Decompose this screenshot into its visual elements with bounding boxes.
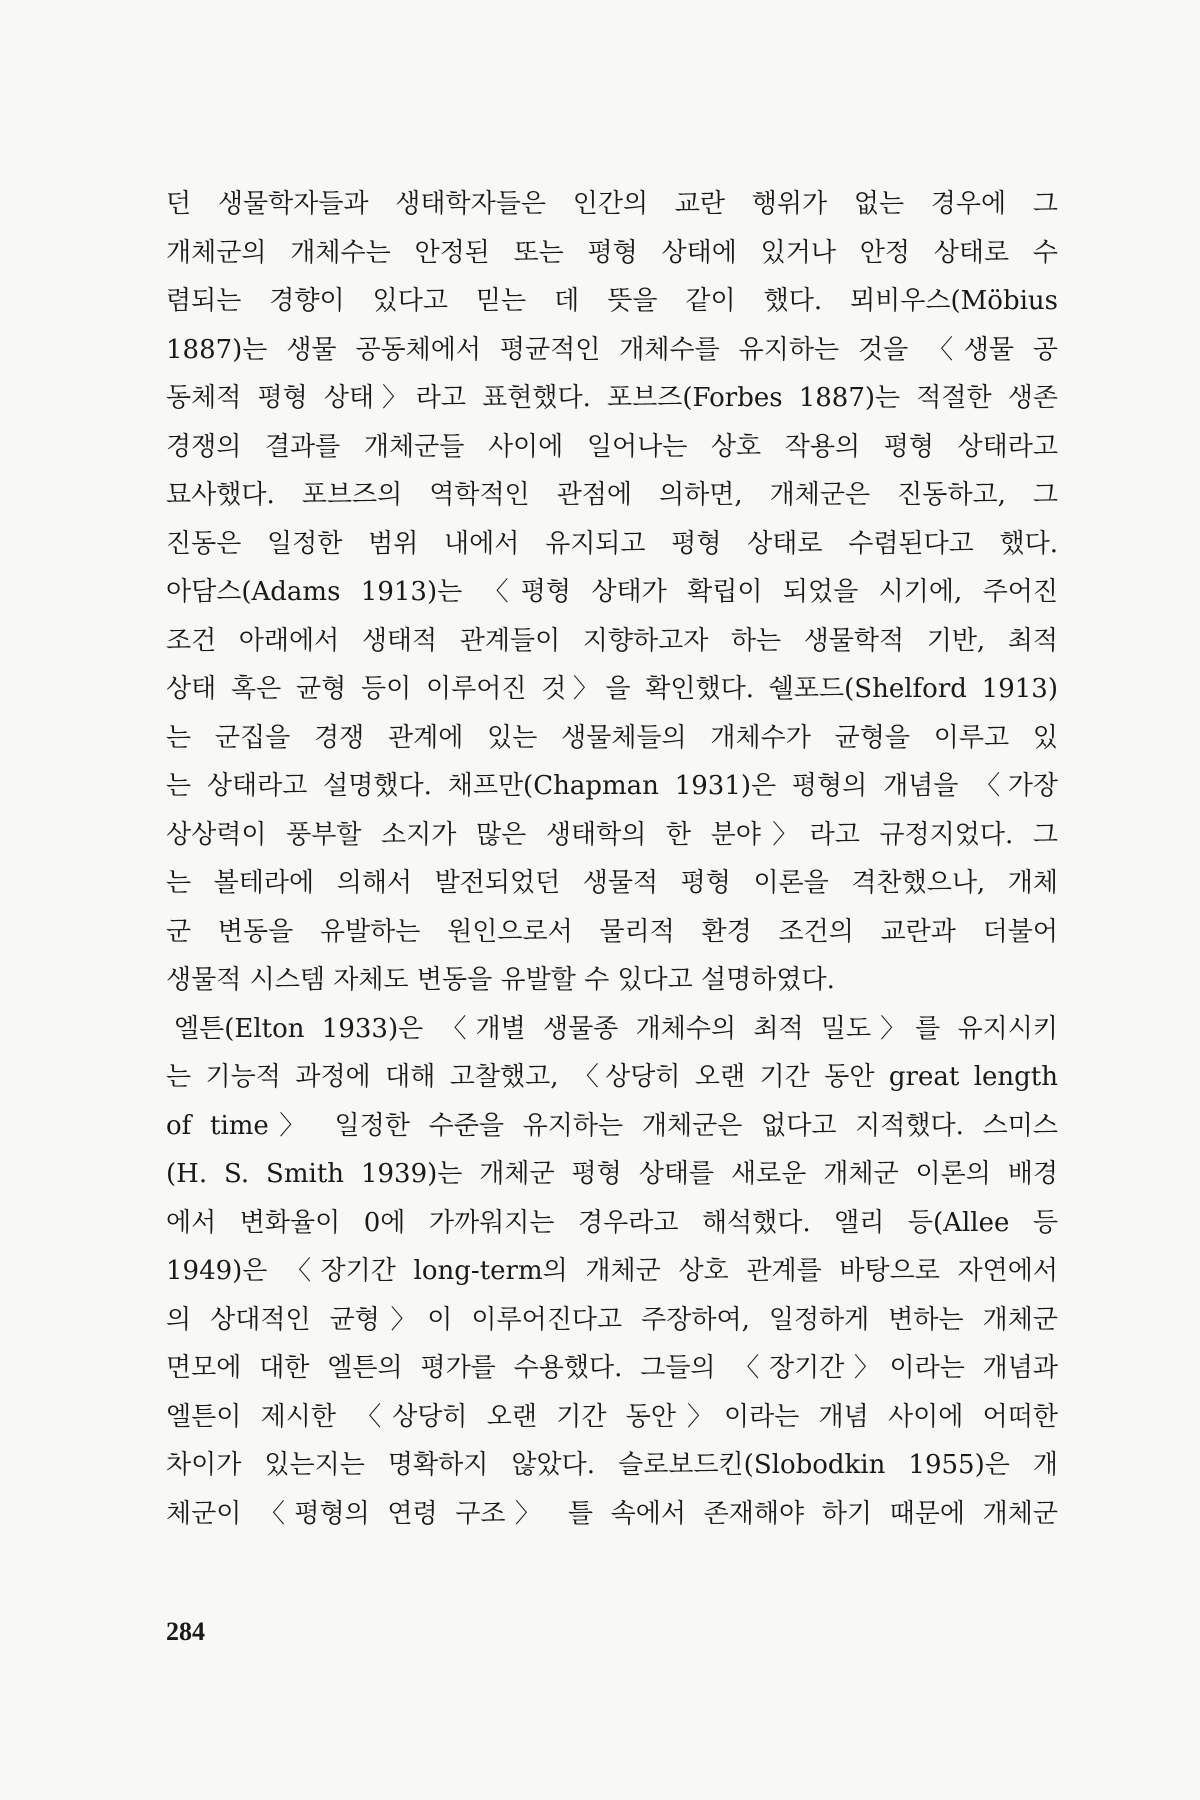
text-line: 렴되는 경향이 있다고 믿는 데 뜻을 같이 했다. 뫼비우스(Möbius xyxy=(166,286,1058,316)
paragraph-start-line: 엘튼(Elton 1933)은 〈개별 생물종 개체수의 최적 밀도〉를 유지시키 xyxy=(174,1013,1058,1044)
text-line: 1887)는 생물 공동체에서 평균적인 개체수를 유지하는 것을 〈생물 공 xyxy=(166,334,1058,365)
text-line: 개체군의 개체수는 안정된 또는 평형 상태에 있거나 안정 상태로 수 xyxy=(166,237,1058,268)
text-line: 에서 변화율이 0에 가까워지는 경우라고 해석했다. 앨리 등(Allee 등 xyxy=(166,1207,1058,1238)
text-line: 상태 혹은 균형 등이 이루어진 것〉을 확인했다. 쉘포드(Shelford 1913) xyxy=(166,674,1058,704)
text-line: (H. S. Smith 1939)는 개체군 평형 상태를 새로운 개체군 이론의 배경 xyxy=(166,1159,1058,1189)
text-line: 1949)은 〈장기간 long-term의 개체군 상호 관계를 바탕으로 자연에서 xyxy=(166,1256,1058,1286)
text-line: 면모에 대한 엘튼의 평가를 수용했다. 그들의 〈장기간〉이라는 개념과 xyxy=(166,1353,1058,1383)
text-line: of time〉 일정한 수준을 유지하는 개체군은 없다고 지적했다. 스미스 xyxy=(166,1110,1058,1141)
text-line: 조건 아래에서 생태적 관계들이 지향하고자 하는 생물학적 기반, 최적 xyxy=(166,625,1058,656)
text-line: 의 상대적인 균형〉이 이루어진다고 주장하여, 일정하게 변하는 개체군 xyxy=(166,1304,1058,1335)
text-line: 엘튼이 제시한 〈상당히 오랜 기간 동안〉이라는 개념 사이에 어떠한 xyxy=(166,1401,1058,1432)
text-line: 는 상태라고 설명했다. 채프만(Chapman 1931)은 평형의 개념을 〈가장 xyxy=(166,771,1058,801)
text-line: 체군이 〈평형의 연령 구조〉 틀 속에서 존재해야 하기 때문에 개체군 xyxy=(166,1498,1058,1529)
body-text xyxy=(166,180,1058,1538)
text-line: 경쟁의 결과를 개체군들 사이에 일어나는 상호 작용의 평형 상태라고 xyxy=(166,431,1058,462)
text-line: 동체적 평형 상태〉라고 표현했다. 포브즈(Forbes 1887)는 적절한 생존 xyxy=(166,383,1058,413)
text-line: 던 생물학자들과 생태학자들은 인간의 교란 행위가 없는 경우에 그 xyxy=(166,189,1058,219)
text-line: 아담스(Adams 1913)는 〈평형 상태가 확립이 되었을 시기에, 주어진 xyxy=(166,577,1058,607)
page-number: 284 xyxy=(166,1617,205,1646)
paragraph-end-line: 생물적 시스템 자체도 변동을 유발할 수 있다고 설명하였다. xyxy=(166,965,835,995)
text-line: 상상력이 풍부할 소지가 많은 생태학의 한 분야〉라고 규정지었다. 그 xyxy=(166,819,1058,850)
text-line: 차이가 있는지는 명확하지 않았다. 슬로보드킨(Slobodkin 1955)은 개 xyxy=(166,1450,1058,1480)
text-line: 는 볼테라에 의해서 발전되었던 생물적 평형 이론을 격찬했으나, 개체 xyxy=(166,868,1058,898)
text-line: 진동은 일정한 범위 내에서 유지되고 평형 상태로 수렴된다고 했다. xyxy=(166,528,1058,559)
text-line: 묘사했다. 포브즈의 역학적인 관점에 의하면, 개체군은 진동하고, 그 xyxy=(166,480,1058,510)
text-line: 군 변동을 유발하는 원인으로서 물리적 환경 조건의 교란과 더불어 xyxy=(166,916,1058,947)
text-line: 는 기능적 과정에 대해 고찰했고, 〈상당히 오랜 기간 동안 great length xyxy=(166,1062,1058,1092)
text-line: 는 군집을 경쟁 관계에 있는 생물체들의 개체수가 균형을 이루고 있 xyxy=(166,722,1058,753)
